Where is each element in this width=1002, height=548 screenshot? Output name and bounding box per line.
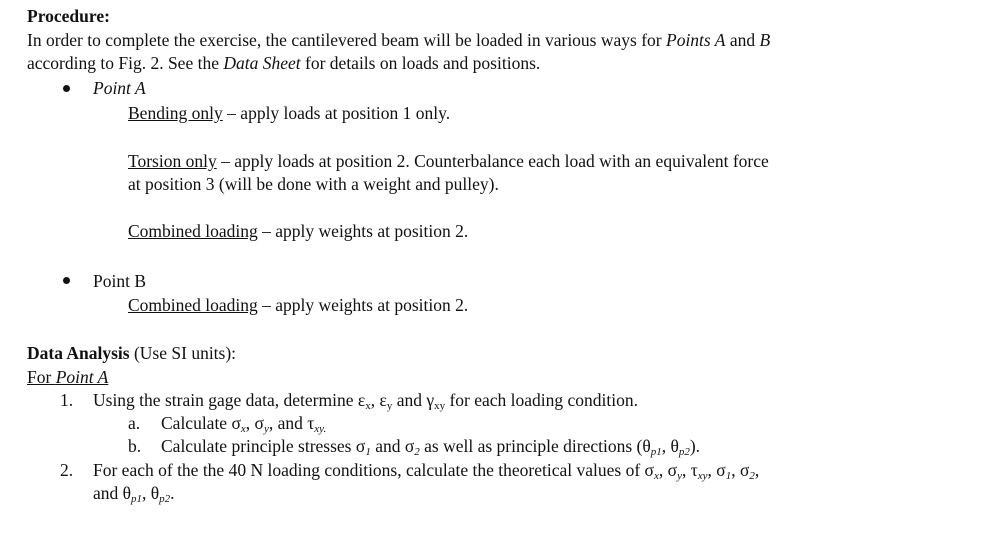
sublist-item [161, 412, 326, 434]
item-text: Calculate principle stresses σ [161, 436, 366, 456]
combined-loading-b-text: – apply weights at position 2. [257, 295, 469, 315]
subscript: 2 [749, 470, 755, 482]
torsion-only-text: – apply loads at position 2. Counterbalance each load with an equivalent force [216, 151, 769, 171]
intro-text-2: according to Fig. 2. See the [27, 53, 224, 73]
combined-loading-a-text: – apply weights at position 2. [257, 221, 469, 241]
item-text: as well as principle directions (θ [419, 436, 651, 456]
intro-line-1 [27, 29, 770, 51]
combined-loading-a-title: Combined loading [128, 221, 258, 241]
item-text: , θ [661, 436, 679, 456]
intro-point-b: B [759, 30, 771, 50]
torsion-only-item [128, 150, 769, 172]
item-text: , τ [681, 460, 698, 480]
bending-only-text: – apply loads at position 1 only. [222, 103, 451, 123]
item-text: and σ [370, 436, 415, 456]
item-text: For each of the the 40 N loading conditions, calculate the theoretical values of σ [93, 460, 654, 480]
list-item [93, 389, 638, 411]
subscript: y [677, 470, 682, 482]
point-a-label: Point A [93, 78, 146, 98]
intro-text: In order to complete the exercise, the cantilevered beam will be loaded in various ways for [27, 30, 666, 50]
subscript: y [263, 423, 269, 435]
combined-loading-b-title: Combined loading [128, 295, 258, 315]
item-text: Using the strain gage data, determine ε [93, 390, 366, 410]
list-item [93, 459, 759, 481]
item-text: . [170, 483, 175, 503]
subscript: x [240, 423, 246, 435]
item-text: , [754, 460, 760, 480]
for-point-a: Point A [55, 367, 109, 387]
for-label: For [27, 367, 56, 387]
sublist-item [161, 435, 700, 457]
item-text: ). [689, 436, 701, 456]
subscript: xy. [314, 423, 327, 435]
subscript: 1 [365, 446, 371, 458]
list-item-continuation [93, 482, 175, 504]
subscript: p2 [159, 493, 171, 505]
subscript: xy [434, 400, 446, 412]
subscript: xy [697, 470, 708, 482]
intro-points-a: Points A [666, 30, 726, 50]
item-text: , θ [142, 483, 160, 503]
subscript: 2 [414, 446, 420, 458]
intro-and: and [725, 30, 760, 50]
item-text: Calculate σ [161, 413, 241, 433]
torsion-only-title: Torsion only [128, 151, 217, 171]
point-b-label: Point B [93, 271, 147, 291]
data-analysis-title: Data Analysis [27, 343, 130, 363]
for-point-a-label [27, 366, 108, 388]
bullet-icon [63, 85, 70, 92]
intro-text-3: for details on loads and positions. [300, 53, 541, 73]
data-analysis-note: (Use SI units): [129, 343, 237, 363]
list-number: 2. [60, 460, 74, 480]
bending-only-item [128, 102, 450, 124]
item-text: , σ [658, 460, 678, 480]
sublist-letter: b. [128, 436, 142, 456]
combined-loading-b-item [128, 294, 468, 316]
procedure-heading: Procedure: [27, 6, 110, 26]
bending-only-title: Bending only [128, 103, 223, 123]
item-text: and θ [93, 483, 132, 503]
subscript: x [365, 400, 371, 412]
item-text: , σ [245, 413, 264, 433]
item-text: , ε [370, 390, 387, 410]
item-text: for each loading condition. [445, 390, 639, 410]
subscript: y [386, 400, 393, 412]
intro-data-sheet: Data Sheet [223, 53, 301, 73]
sublist-letter: a. [128, 413, 141, 433]
intro-line-2 [27, 52, 540, 74]
item-text: and γ [392, 390, 435, 410]
item-text: , σ [731, 460, 750, 480]
subscript: p2 [678, 446, 690, 458]
torsion-only-text-2: at position 3 (will be done with a weight and pulley). [128, 174, 499, 194]
item-text: , and τ [268, 413, 315, 433]
item-text: , σ [707, 460, 726, 480]
list-number: 1. [60, 390, 74, 410]
subscript: p1 [650, 446, 662, 458]
bullet-icon [63, 277, 70, 284]
data-analysis-heading [27, 342, 236, 364]
subscript: x [653, 470, 659, 482]
combined-loading-a-item [128, 220, 468, 242]
subscript: p1 [131, 493, 143, 505]
subscript: 1 [725, 470, 732, 482]
